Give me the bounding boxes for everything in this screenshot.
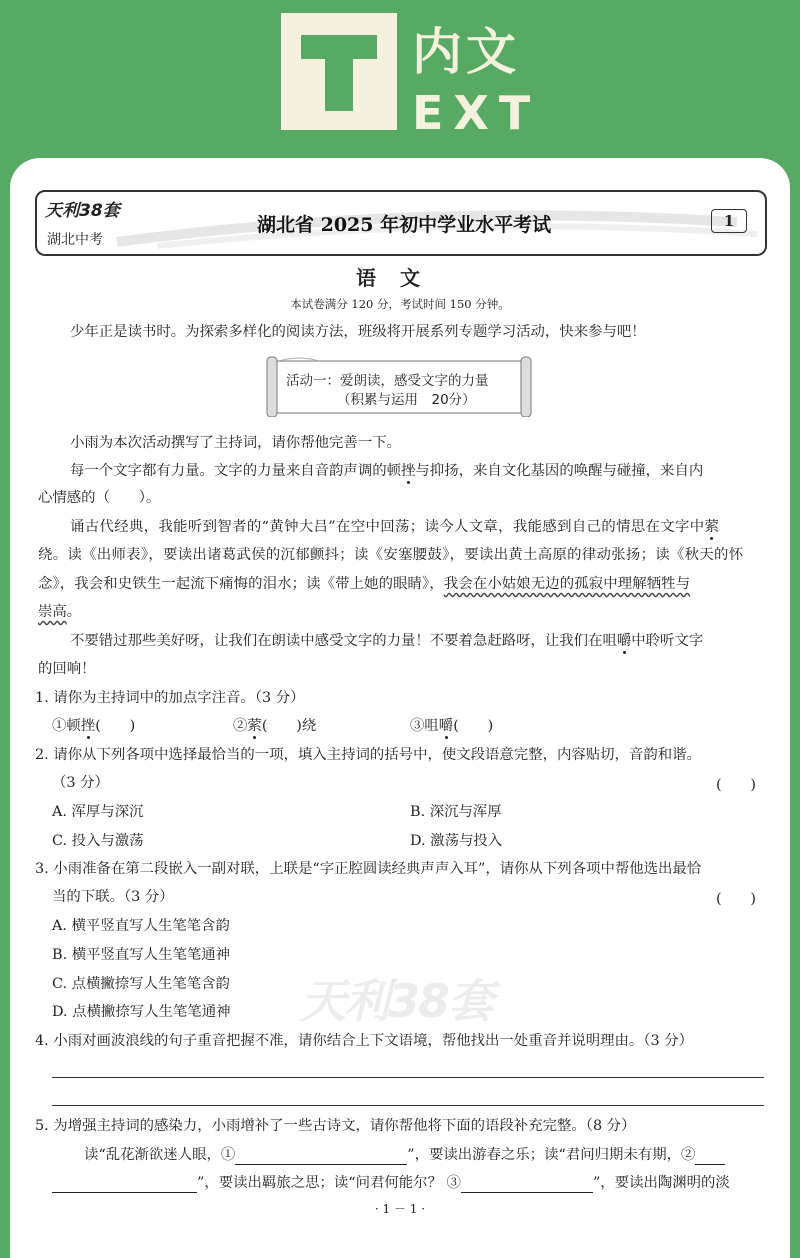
intro-text: 少年正是读书时。为探索多样化的阅读方法，班级将开展系列专题学习活动，快来参与吧！ [70, 324, 646, 340]
dotted-char: 嚼 [616, 633, 632, 649]
para-3 [70, 517, 719, 537]
dotted-char: 挫 [401, 463, 416, 479]
wavy-underlined-sentence: 我会在小姑娘无边的孤寂中理解牺牲与 [443, 576, 691, 592]
para-3-line4 [38, 602, 81, 622]
para-4-text-b: 中聆听文字 [631, 633, 704, 649]
watermark-logo: 天利38套 [300, 974, 493, 1028]
q5-line-1 [84, 1145, 725, 1165]
para-4-text: 不要错过那些美好呀，让我们在朗读中感受文字的力量！不要着急赶路呀，让我们在咀 [70, 633, 617, 649]
q3-option-a[interactable]: A. 横平竖直写人生笔笔含韵 [52, 918, 230, 934]
dotted-char: 挫 [80, 718, 96, 734]
q3-option-d[interactable]: D. 点横撇捺写人生笔笔通神 [52, 1004, 231, 1020]
blank-1[interactable] [235, 1148, 407, 1165]
exam-header [35, 190, 767, 256]
blank-2-cont[interactable] [52, 1176, 197, 1193]
q3-answer-paren[interactable]: ( ) [716, 891, 757, 907]
wavy-underlined-sentence-end: 崇高 [38, 604, 67, 620]
q2-option-d[interactable]: D. 激荡与投入 [410, 833, 503, 849]
q1-option-1 [52, 716, 135, 736]
para-4-line2: 的回响！ [38, 661, 96, 677]
q1-option-3 [410, 716, 493, 736]
q2-option-a[interactable]: A. 浑厚与深沉 [52, 804, 144, 820]
q5-text: ”，要读出游春之乐；读“君问归期未有期，② [407, 1147, 696, 1163]
para-2-text: 每一个文字都有力量。文字的力量来自音韵声调的顿 [70, 463, 401, 479]
para-3-text-d: 。 [66, 604, 82, 620]
q1-option-2 [233, 716, 316, 736]
brand-logo: 天利38套 [45, 201, 120, 221]
activity-subtitle: （积累与运用 20分） [337, 392, 476, 408]
blank-2[interactable] [695, 1148, 725, 1165]
exam-note: 本试卷满分 120 分，考试时间 150 分钟。 [290, 297, 510, 311]
activity-title: 活动一：爱朗读，感受文字的力量 [286, 373, 489, 389]
q5-line-2 [52, 1173, 730, 1193]
para-3-text-c: 念》，我会和史铁生一起流下痛悔的泪水；读《带上她的眼睛》， [38, 576, 444, 592]
question-2-stem: 2. 请你从下列各项中选择最恰当的一项，填入主持词的括号中，使文段语意完整，内容贴切，音韵和谐。 [35, 747, 701, 763]
question-5-stem: 5. 为增强主持词的感染力，小雨增补了一些古诗文，请你帮他将下面的语段补充完整。（8 分） [35, 1118, 636, 1134]
q1-o3-prefix: ③咀 [410, 718, 439, 734]
q5-text: 读“乱花渐欲迷人眼，① [84, 1147, 236, 1163]
answer-paren[interactable]: ( ) [453, 718, 494, 734]
question-1-stem: 1. 请你为主持词中的加点字注音。（3 分） [35, 690, 305, 706]
dotted-char: 嚼 [438, 718, 454, 734]
subject-title: 语文 [356, 266, 444, 290]
q3-option-b[interactable]: B. 横平竖直写人生笔笔通神 [52, 947, 231, 963]
paper-number-badge: 1 [711, 209, 747, 233]
para-3-line2: 绕。读《出师表》，要读出诸葛武侯的沉郁颤抖；读《安塞腰鼓》，要读出黄土高原的律动张扬；读《秋天的怀 [38, 547, 744, 563]
question-2-score: （3 分） [52, 775, 109, 791]
banner-title-cn: 内文 [412, 23, 520, 81]
para-1: 小雨为本次活动撰写了主持词，请你帮他完善一下。 [70, 435, 401, 451]
banner-letter-box [281, 13, 397, 130]
question-4-stem: 4. 小雨对画波浪线的句子重音把握不准，请你结合上下文语境，帮他找出一处重音并说明理由。（3 分） [35, 1033, 694, 1049]
q2-option-b[interactable]: B. 深沉与浑厚 [410, 804, 502, 820]
q2-option-c[interactable]: C. 投入与激荡 [52, 833, 144, 849]
answer-paren[interactable]: ( ) [95, 718, 136, 734]
para-3-text: 诵古代经典，我能听到智者的“黄钟大吕”在空中回荡；读今人文章，我能感到自己的情思在文字中 [70, 519, 705, 535]
q2-answer-paren[interactable]: ( ) [716, 777, 757, 793]
exam-title: 湖北省 2025 年初中学业水平考试 [257, 214, 552, 236]
q1-o1-prefix: ①顿 [52, 718, 81, 734]
page-number: · 1 － 1 · [374, 1202, 426, 1216]
letter-t-icon [281, 13, 397, 130]
answer-line-1[interactable] [52, 1077, 764, 1078]
banner-title-en: EXT [412, 86, 541, 140]
blank-3[interactable] [461, 1176, 593, 1193]
q1-o2-prefix: ② [233, 718, 248, 734]
q5-text: ”，要读出羁旅之思；读“问君何能尔？ ③ [197, 1175, 461, 1191]
para-2 [70, 461, 703, 481]
para-4 [70, 631, 703, 651]
answer-line-2[interactable] [52, 1105, 764, 1106]
question-3-stem-2: 当的下联。（3 分） [52, 889, 174, 905]
q3-option-c[interactable]: C. 点横撇捺写人生笔笔含韵 [52, 976, 230, 992]
question-3-stem: 3. 小雨准备在第二段嵌入一副对联，上联是“字正腔圆读经典声声入耳”，请你从下列各项中帮他选出最恰 [35, 861, 702, 877]
para-2-line2: 心情感的（ ）。 [38, 490, 161, 506]
answer-paren[interactable]: ( )绕 [261, 718, 317, 734]
para-3-line3 [38, 574, 690, 594]
para-2-text-b: 与抑扬，来自文化基因的唤醒与碰撞，来自内 [415, 463, 704, 479]
dotted-char: 萦 [704, 519, 720, 535]
q5-text: ”，要读出陶渊明的淡 [592, 1175, 730, 1191]
dotted-char: 萦 [247, 718, 262, 734]
region-label: 湖北中考 [47, 232, 103, 248]
